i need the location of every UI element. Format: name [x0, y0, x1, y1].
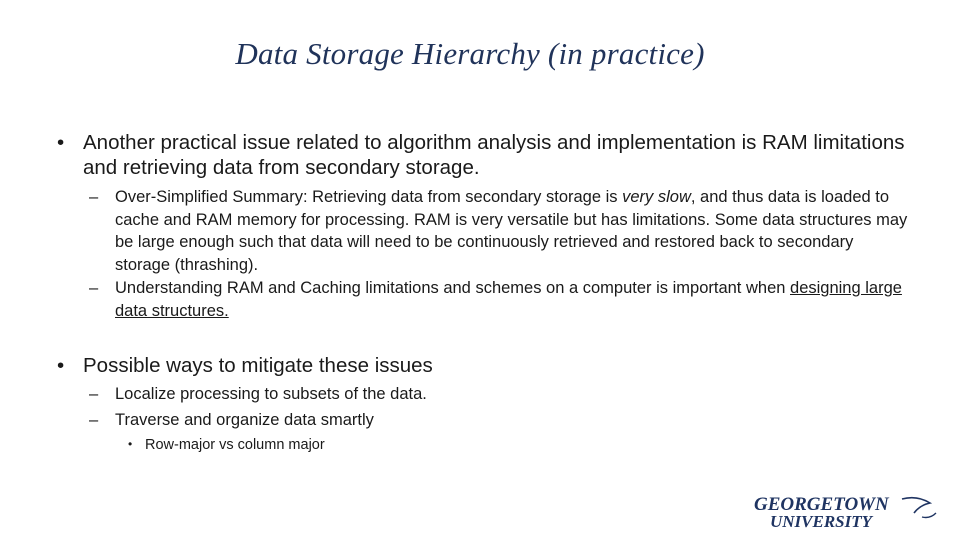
bullet-1-sub-2	[89, 277, 909, 322]
bullet-2-sub-1	[89, 383, 909, 406]
dash-marker: –	[89, 279, 99, 297]
bullet-2-sub-2-text: Traverse and organize data smartly	[115, 411, 374, 429]
sub-1-part-2: , and thus data is loaded to cache and RAM memory for processing. RAM is very versatile but has limitations. Some data structures may be large enough such that data will need to be continuously retrieved and restored back to secondary storage (thrashing).	[115, 188, 908, 274]
row-major-text: Row-major vs column major	[145, 437, 325, 453]
bullet-1-sub-1	[89, 186, 909, 276]
bullet-2	[57, 353, 917, 378]
dash-marker: –	[89, 385, 99, 403]
bullet-1-text: Another practical issue related to algorithm analysis and implementation is RAM limitations and retrieving data from secondary storage.	[83, 131, 905, 179]
logo-line-2: UNIVERSITY	[770, 512, 873, 531]
sub-2-underlined: designing large data structures.	[115, 279, 902, 320]
georgetown-university-logo	[752, 493, 942, 533]
dash-marker: –	[89, 188, 99, 206]
bullet-2-text: Possible ways to mitigate these issues	[83, 354, 433, 377]
sub-2-part-1: Understanding RAM and Caching limitations and schemes on a computer is important when	[115, 279, 791, 297]
logo-flourish-icon	[902, 498, 930, 513]
bullet-marker: •	[128, 437, 133, 451]
dash-marker: –	[89, 411, 99, 429]
bullet-marker: •	[57, 354, 65, 377]
logo-flourish-icon	[922, 513, 936, 518]
bullet-1	[57, 130, 917, 180]
logo-line-1: GEORGETOWN	[754, 494, 889, 515]
slide-title: Data Storage Hierarchy (in practice)	[235, 36, 705, 71]
bullet-2-sub-2-sub-1	[128, 435, 828, 455]
bullet-1-sub-2-text	[115, 277, 909, 322]
sub-1-emphasis: very slow	[622, 188, 691, 206]
bullet-1-sub-1-text	[115, 186, 909, 276]
bullet-marker: •	[57, 131, 65, 154]
sub-1-part-1: Over-Simplified Summary: Retrieving data from secondary storage is	[115, 188, 623, 206]
bullet-2-sub-1-text: Localize processing to subsets of the data.	[115, 385, 427, 403]
bullet-2-sub-2	[89, 409, 909, 432]
